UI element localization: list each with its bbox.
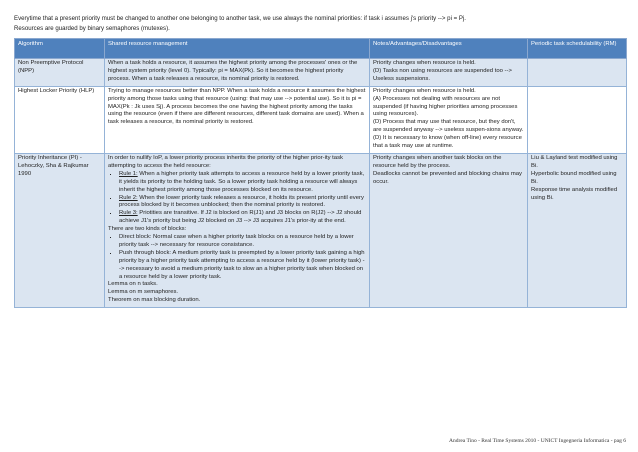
cell-management: Trying to manage resources better than NPP. When a task holds a resource it assumes the highest priority among those tasks using that resource (using: that may use --> potential use). So it is pi = MAX(Pk : Jk uses Sj). A process becomes the one having the highest priority among the tasks using the resource (even if there are different resources, different task domains are used). When a task releases a resource, its nominal priority is restored. bbox=[105, 86, 370, 153]
cell-algorithm: Non Preemptive Protocol (NPP) bbox=[15, 59, 105, 87]
header-notes: Notes/Advantages/Disadvantages bbox=[370, 39, 528, 59]
protocols-table bbox=[14, 38, 627, 308]
note-line: (A) Processes not dealing with resources are not suspended (if having higher priorities among processes using resources). bbox=[373, 95, 518, 118]
cell-management: When a task holds a resource, it assumes the highest priority among the processes' ones or the highest system priority (level 0). Typically: pi = MAX(Pk). So it becomes the highest priority process. When a task releases a resource, its nominal priority is restored. bbox=[105, 59, 370, 87]
rules-list bbox=[108, 171, 366, 226]
rule-label: Rule 2: bbox=[119, 194, 138, 201]
note-line: Deadlocks cannot be prevented and blocking chains may occur. bbox=[373, 170, 522, 185]
cell-notes bbox=[370, 153, 528, 307]
blocks-list bbox=[108, 234, 366, 281]
schedulability-line: Response time analysis modified using Bi. bbox=[531, 186, 618, 201]
note-line: (D) Process that may use that resource, but they don't, are suspended anyway --> useless suspen-sions anyway. bbox=[373, 119, 524, 134]
cell-algorithm: Highest Locker Priority (HLP) bbox=[15, 86, 105, 153]
list-item bbox=[119, 195, 366, 211]
lemma-line: Theorem on max blocking duration. bbox=[108, 297, 201, 304]
intro-text bbox=[14, 14, 626, 33]
header-schedulability: Periodic task schedulability (RM) bbox=[528, 39, 627, 59]
rule-text: Priotities are transitive. If J2 is blocked on R(J1) and J3 blocks on R(J2) --> J2 should achieve J1's priority but being J2 blocked on J3 --> J3 acquires J1's prior-ity at the end. bbox=[119, 210, 362, 225]
cell-algorithm: Priority Inheritance (PI) - Lehoczky, Sha & Rajkumar 1990 bbox=[15, 153, 105, 307]
list-item bbox=[119, 210, 366, 226]
note-line: (D) Tasks non using resources are suspended too --> Useless suspensions. bbox=[373, 67, 512, 82]
rule-label: Rule 1: bbox=[119, 170, 138, 177]
cell-management bbox=[105, 153, 370, 307]
list-item: ▪ Direct block: Normal case when a higher priority task blocks on a resource held by a lower priority task --> necessary for resource consistance. bbox=[119, 234, 366, 250]
management-intro: In order to nullify IoP, a lower priority process inherits the priority of the higher prior-ity task attempting to access the held resource: bbox=[108, 154, 343, 169]
rule-text: When the lower priority task releases a resource, it holds its present priority until every process blocked by it becomes unblocked; then the nominal priority is restored. bbox=[119, 194, 364, 209]
lemma-line: Lemma on m semaphores. bbox=[108, 289, 179, 296]
cell-schedulability bbox=[528, 153, 627, 307]
header-management: Shared resource management bbox=[105, 39, 370, 59]
table-header-row bbox=[15, 39, 627, 59]
list-item bbox=[119, 171, 366, 195]
note-line: Priority changes when resource is held. bbox=[373, 60, 476, 66]
intro-line-1: Everytime that a present priority must be changed to another one belonging to another task, we use always the nominal priorities: if task i assumes j's priority --> pi = Pj. bbox=[14, 15, 466, 22]
cell-notes bbox=[370, 86, 528, 153]
schedulability-line: Hyperbolic bound modified using Bi. bbox=[531, 170, 617, 185]
note-line: Priority changes when another task blocks on the resource held by the process. bbox=[373, 154, 502, 169]
cell-schedulability bbox=[528, 59, 627, 87]
lemma-line: Lemma on n tasks. bbox=[108, 281, 158, 288]
rule-text: When a higher priority task attempts to access a resource held by a lower priority task, it yields its priority to the holding task. So a lower priority task holding a resource will always inherit the highest priority among those processes blocked on its resource. bbox=[119, 170, 365, 193]
header-algorithm: Algorithm bbox=[15, 39, 105, 59]
page-footer: Andrea Tino - Real Time Systems 2010 - UNICT Ingegneria Informatica - pag 6 bbox=[449, 438, 626, 444]
cell-notes bbox=[370, 59, 528, 87]
blocks-intro: There are two kinds of blocks: bbox=[108, 226, 187, 233]
rule-label: Rule 3: bbox=[119, 210, 138, 217]
table-row-pi bbox=[15, 153, 627, 307]
intro-line-2: Resources are guarded by binary semaphores (mutexes). bbox=[14, 24, 170, 32]
note-line: (D) It is necessary to know (when off-line) every resource that a task may use at runtime. bbox=[373, 135, 522, 150]
cell-schedulability bbox=[528, 86, 627, 153]
list-item: ▪ Push through block: A medium priority task is preempted by a lower priority task gaining a high priority by a higher priority task attempting to access a resource held by it (lower priority task) --> necessary to avoid a medium priority task to slow an a higher priority task when blocked on a resource held by a lower priority task. bbox=[119, 250, 366, 282]
note-line: Priority changes when resource is held. bbox=[373, 87, 476, 94]
schedulability-line: Liu & Layland test modified using Bi. bbox=[531, 154, 618, 169]
table-row-hlp bbox=[15, 86, 627, 153]
table-row-npp bbox=[15, 59, 627, 87]
